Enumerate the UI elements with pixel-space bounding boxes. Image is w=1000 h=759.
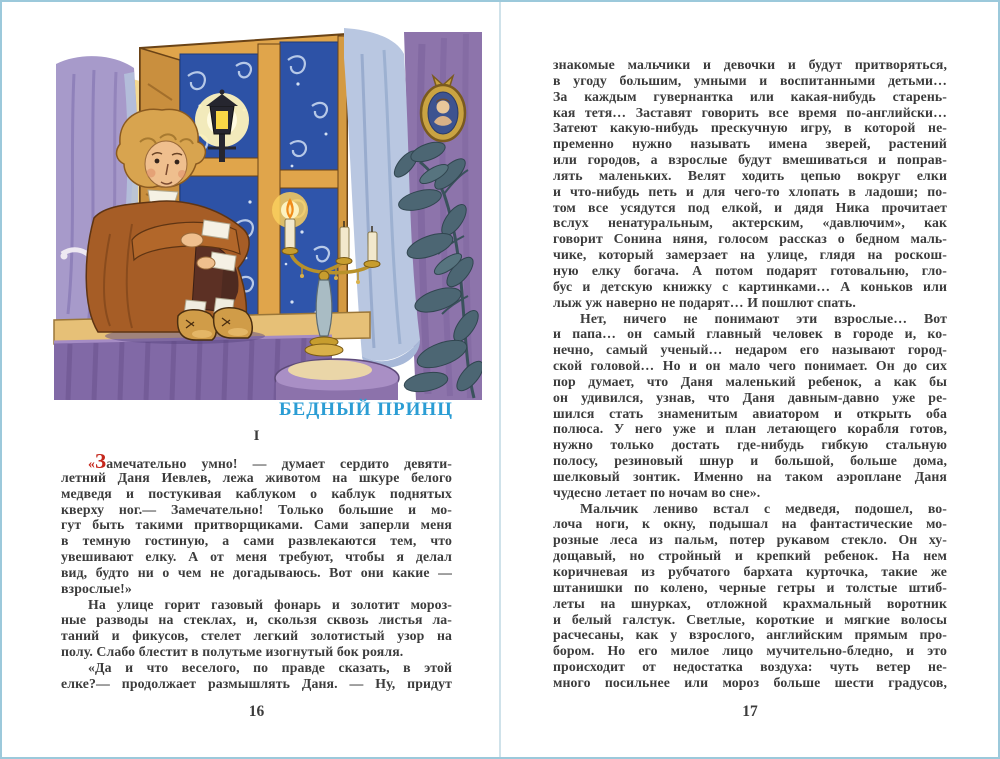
text-line: На улице горит газовый фонарь и золотит мороз- bbox=[88, 596, 452, 612]
text-line: полюса. У него уже и план летающего корабля готов, bbox=[553, 421, 947, 437]
text-line: бором. Но его милое лицо мучительно-бледно, и это bbox=[553, 643, 947, 659]
right-page-text bbox=[553, 57, 947, 691]
text-line: вслух ненатуральным, актерским, «давлючим», как bbox=[553, 215, 947, 231]
text-line: увешивают елку. А от меня требуют, чтобы я делал bbox=[61, 549, 452, 565]
text-line: в угоду большим, умными и воспитанными детьми… bbox=[553, 72, 947, 88]
text-line: чудесно летает по ночам во сне». bbox=[553, 484, 761, 500]
text-line: знакомые мальчики и девочки и будут притворяться, bbox=[553, 57, 947, 72]
text-line: елке?— продолжает размышлять Даня. — Ну, придут bbox=[61, 675, 452, 691]
text-line: «Да и что веселого, по правде сказать, в этой bbox=[88, 659, 452, 675]
text-line: леты на шнурках, отложной крахмальный воротник bbox=[553, 595, 947, 611]
text-line: бус и детскую книжку с картинками… А коньков или bbox=[553, 278, 947, 294]
text-line: полу. Слабо блестит в полутьме изогнутый бок рояля. bbox=[61, 644, 404, 660]
page-right bbox=[501, 2, 998, 757]
text-line: таний и фикусов, стелет легкий золотистый узор на bbox=[61, 628, 452, 644]
drop-cap: З bbox=[95, 449, 107, 473]
text-line: или городов, а взрослые будут вмешиваться и поправ- bbox=[553, 152, 947, 168]
text-line: Нет, ничего не понимают эти взрослые… Вот bbox=[580, 310, 947, 326]
text-line: дощавый, но стройный и крепкий ребенок. На нем bbox=[553, 548, 947, 564]
side-table bbox=[275, 359, 399, 400]
text-line: ную елку богача. А потом подарят готовальню, гло- bbox=[553, 262, 947, 278]
text-line: За каждым гувернантка или какая-нибудь старень- bbox=[553, 88, 947, 104]
text-line: говорит Сонина няня, голосом рассказ о бедном маль- bbox=[553, 231, 947, 247]
text-line: Мальчик лениво встал с медведя, подошел, во- bbox=[580, 500, 947, 516]
text-line: пор думает, что Даня маленький ребенок, а как бы bbox=[553, 373, 947, 389]
text-line: лыж уж наверно не подарят… И пошлют спать. bbox=[553, 294, 856, 310]
text-line: шелковый зонтик. Именно на таком аэроплане Даня bbox=[553, 468, 947, 484]
text-line: Затеют какую-нибудь прескучную игру, в которой не- bbox=[553, 120, 947, 136]
text-line: пременно нужно называть имена зверей, растений bbox=[553, 136, 947, 152]
text-line: кверху ног.— Замечательно! Только большие и мо- bbox=[61, 501, 452, 517]
text-line: лоча ноги, к окну, подышал на фантастические мо- bbox=[553, 516, 947, 532]
page-number-right: 17 bbox=[742, 703, 758, 720]
text-line: и белый галстук. Светлые, короткие и мягкие волосы bbox=[553, 611, 947, 627]
text-line: полосу, резиновый шнур и большой, больше дома, bbox=[553, 453, 947, 469]
text-line: ской головой… Но и он мало чего понимает. Он до сих bbox=[553, 358, 947, 374]
text-line: коричневая из рубчатого бархата курточка, такие же bbox=[553, 564, 947, 579]
text-line: в темную гостиную, а сами развлекаются тем, что bbox=[61, 533, 452, 549]
text-line: медведя и постукивая каблуком о каблук поднятых bbox=[61, 485, 452, 501]
text-line: взрослые!» bbox=[61, 580, 132, 596]
text-line: он удивился, узнав, что Даня давным-давно уже ре- bbox=[553, 389, 947, 405]
text-line: чике, который замерзает на улице, глядя на роскош- bbox=[553, 247, 947, 263]
text-line: «Замечательно умно! — думает сердито девяти- bbox=[88, 449, 452, 473]
text-line: нужно только достать где-нибудь гибкую стальную bbox=[553, 437, 947, 453]
text-line: много посильнее или мороз больше шести градусов, bbox=[553, 674, 947, 690]
text-line: летний Даня Иевлев, лежа животом на шкуре белого bbox=[61, 469, 452, 485]
text-line: и папа… он самый главный человек в городе и, ко- bbox=[553, 326, 947, 342]
text-line: происходит от недостатка воздуха: чуть ветер не- bbox=[553, 659, 947, 675]
text-line: и что-нибудь петь и для чего-то хлопать в ладоши; по- bbox=[553, 183, 947, 199]
text-line: штанишки по колено, черные гетры и толстые штиб- bbox=[553, 579, 947, 595]
text-line: вид, будто ни о чем не догадываюсь. Вот они какие — bbox=[61, 564, 452, 580]
page-number-left: 16 bbox=[248, 703, 265, 720]
text-line: кая тетя… Заставят говорить все время по-английски… bbox=[553, 104, 947, 120]
left-page-text bbox=[61, 449, 452, 692]
story-title: БЕДНЫЙ ПРИНЦ bbox=[279, 399, 453, 420]
text-line: гут быть такими притворщиками. Сами заперли меня bbox=[61, 517, 452, 533]
illustration-image bbox=[40, 14, 482, 400]
opening-quote: « bbox=[88, 456, 95, 471]
text-line: нечно, самый ученый… недаром его называют город- bbox=[553, 342, 947, 358]
text-line: лять маленьких. Велят ходить цепью вокруг елки bbox=[553, 167, 947, 183]
text-line: том все усядутся под елкой, и дядя Ника прочитает bbox=[553, 199, 947, 215]
text-line: ные разводы на стеклах, и, скользя сквозь листья ла- bbox=[61, 612, 452, 628]
page-left bbox=[2, 2, 499, 757]
text-line: розные леса из пальм, потер рукавом стекло. Он ху- bbox=[553, 532, 947, 548]
chapter-numeral: I bbox=[253, 428, 260, 444]
text-line: шился стать знаменитым авиатором и открыть оба bbox=[553, 405, 947, 421]
text-line: расчесаны, как у взрослого, английским прямым про- bbox=[553, 627, 947, 643]
